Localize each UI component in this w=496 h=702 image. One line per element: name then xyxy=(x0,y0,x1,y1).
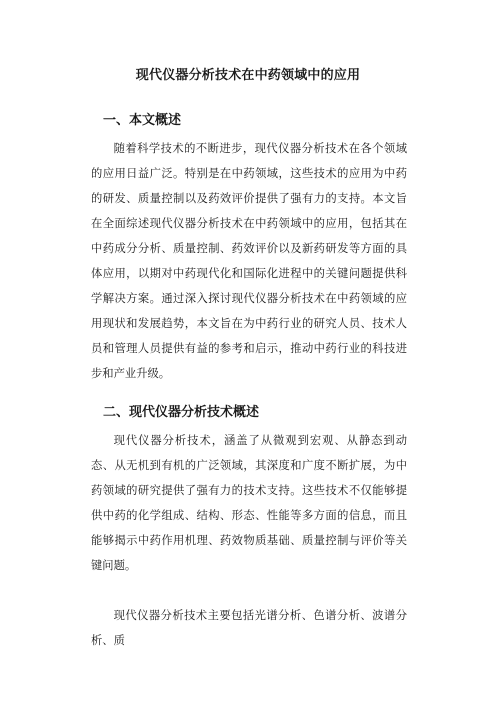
paragraph-overview: 随着科学技术的不断进步，现代仪器分析技术在各个领域的应用日益广泛。特别是在中药领域，这些技术的应用为中药的研发、质量控制以及药效评价提供了强有力的支持。本文旨在全面综述现代仪器分析技术在中药领域中的应用，包括其在中药成分分析、质量控制、药效评价以及新药研发等方面的具体应用，以期对中药现代化和国际化进程中的关键问题提供科学解决方案。通过深入探讨现代仪器分析技术在中药领域的应用现状和发展趋势，本文旨在为中药行业的研究人员、技术人员和管理人员提供有益的参考和启示，推动中药行业的科技进步和产业升级。 xyxy=(91,142,407,380)
paragraph-technology-1: 现代仪器分析技术，涵盖了从微观到宏观、从静态到动态、从无机到有机的广泛领域，其深度和广度不断扩展，为中药领域的研究提供了强有力的技术支持。这些技术不仅能够提供中药的化学组成、结构、形态、性能等多方面的信息，而且能够揭示中药作用机理、药效物质基础、质量控制与评价等关键问题。 xyxy=(91,434,407,572)
section-heading-overview: 一、本文概述 xyxy=(103,113,182,128)
section-heading-technology: 二、现代仪器分析技术概述 xyxy=(103,405,260,420)
paragraph-technology-2: 现代仪器分析技术主要包括光谱分析、色谱分析、波谱分析、质 xyxy=(91,609,407,647)
document-title: 现代仪器分析技术在中药领域中的应用 xyxy=(135,68,361,83)
